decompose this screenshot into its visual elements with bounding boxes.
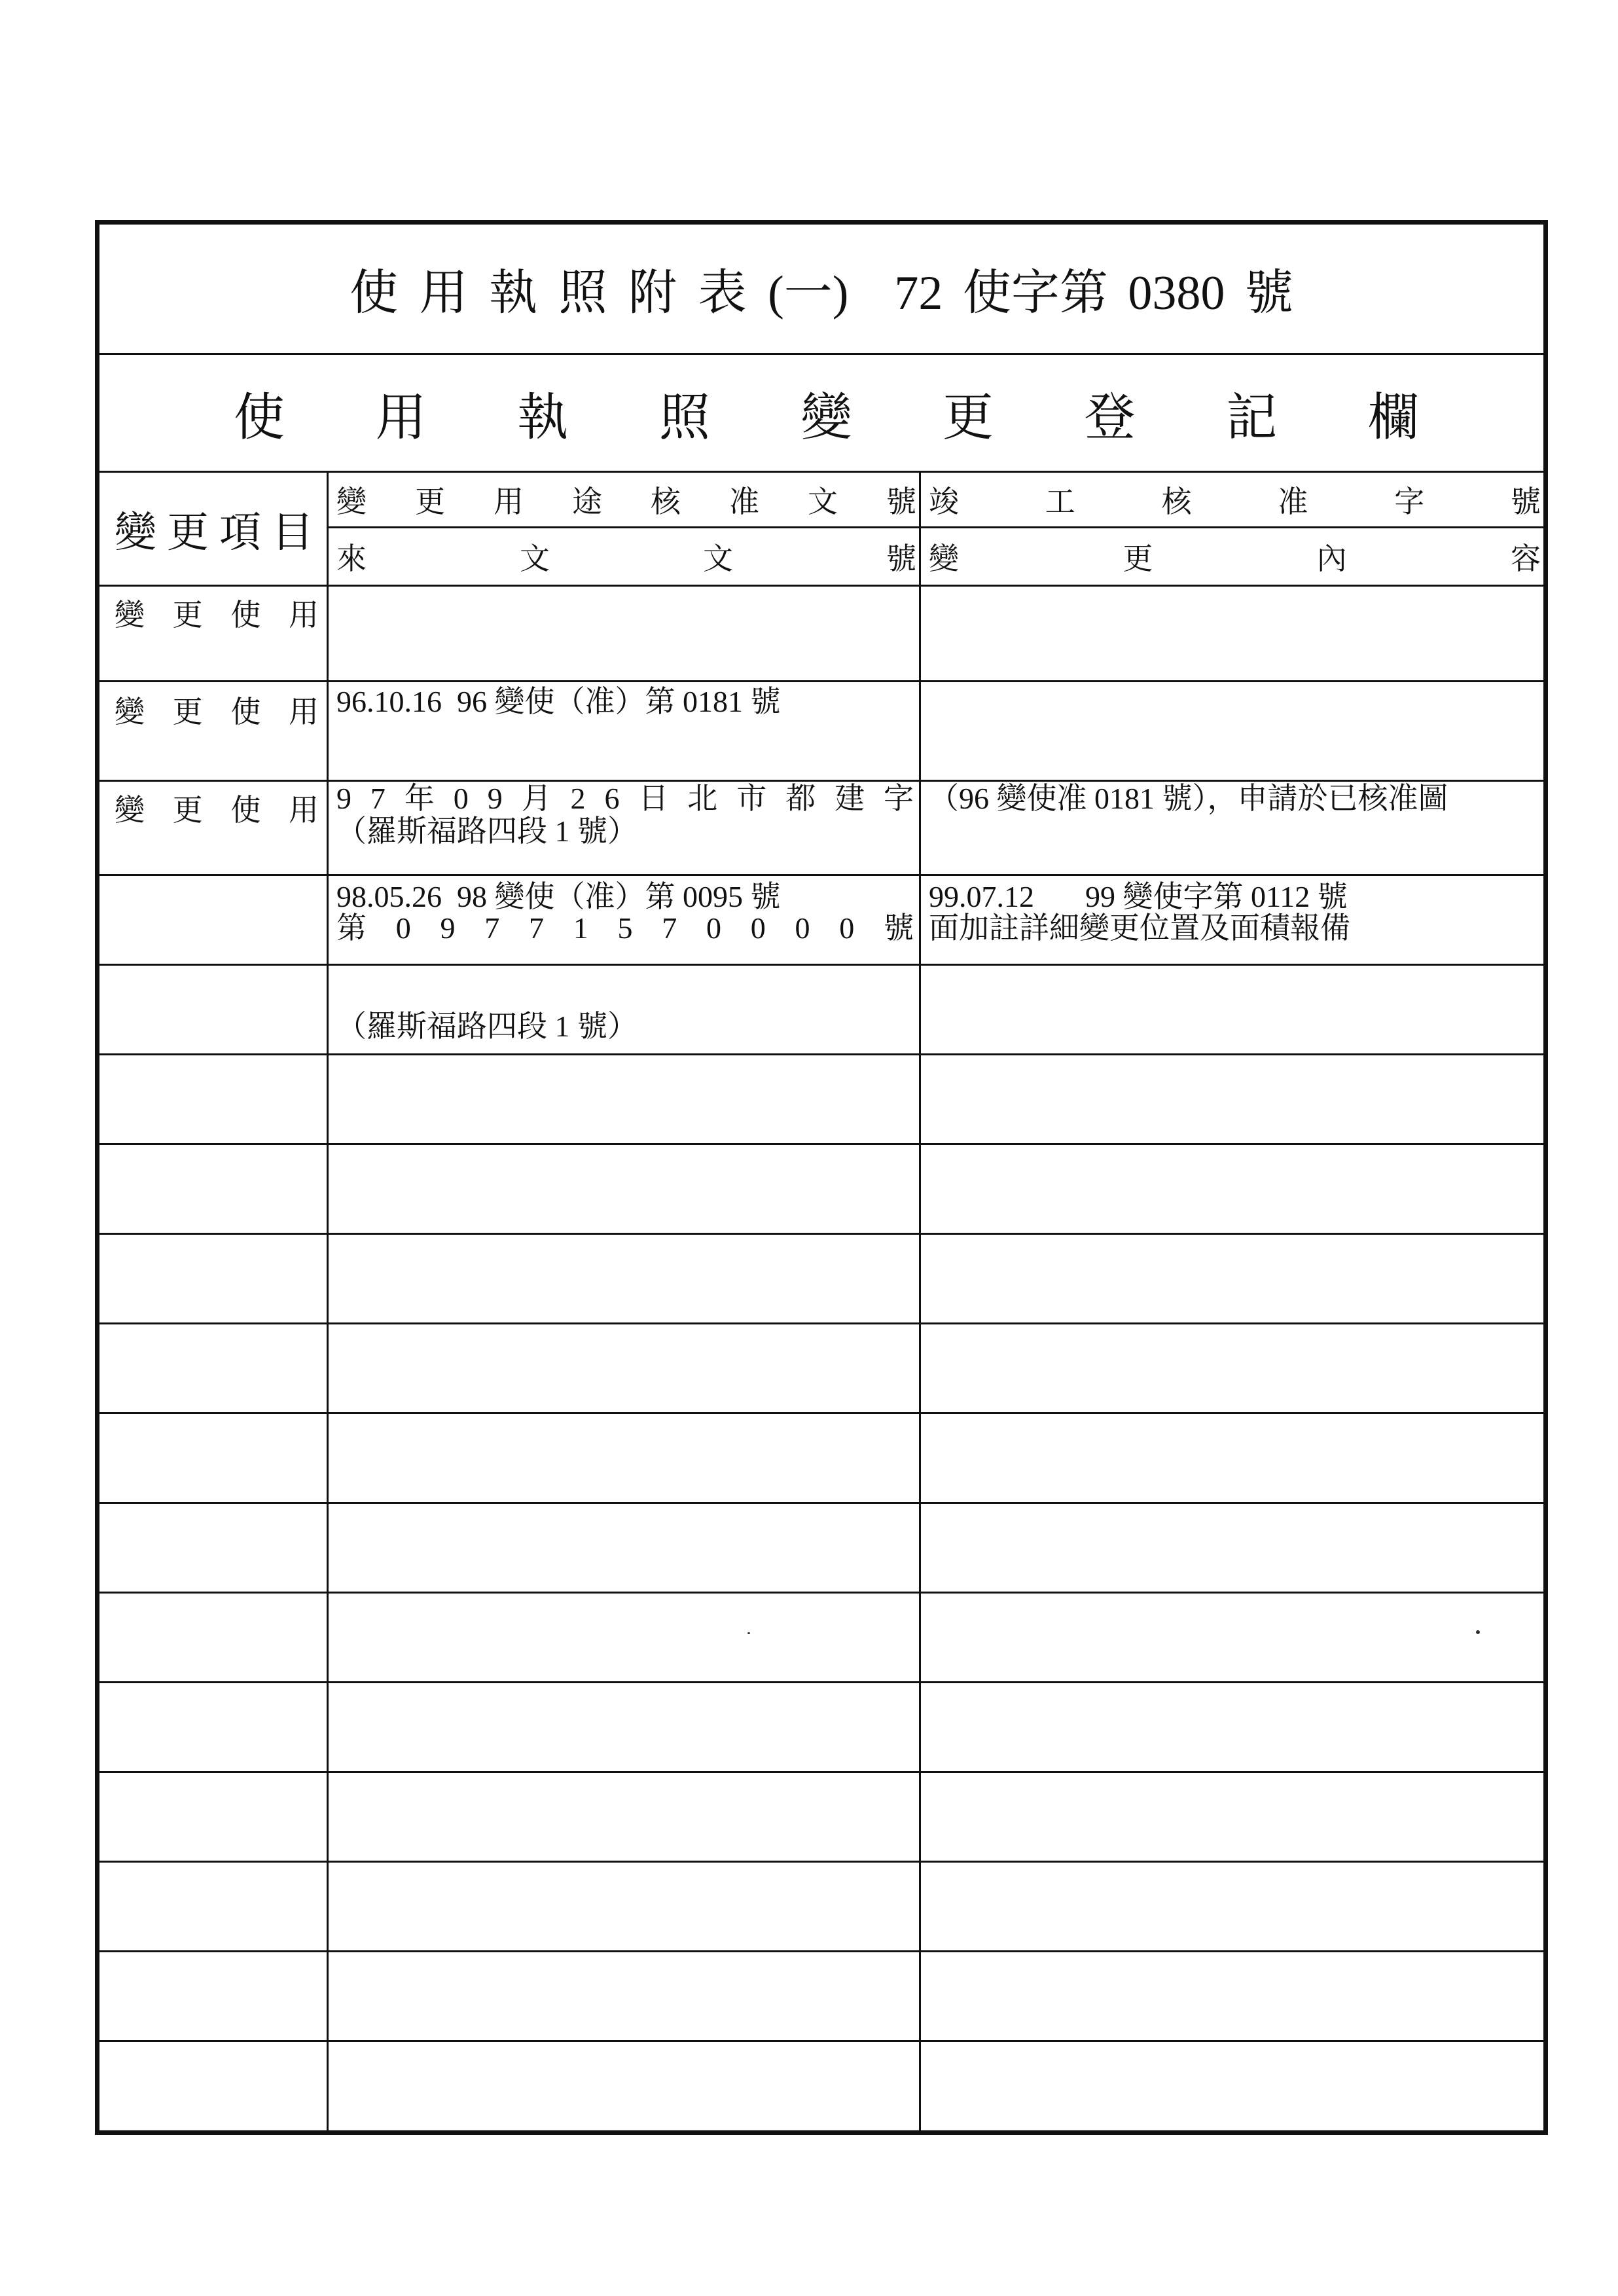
glyph: 0 — [706, 911, 721, 945]
glyph: 照 — [658, 388, 710, 446]
empty-row — [99, 2042, 1543, 2130]
glyph: 變 — [929, 542, 959, 575]
glyph: 6 — [604, 782, 620, 815]
empty-cell — [329, 1683, 921, 1771]
glyph: 內 — [1316, 542, 1347, 575]
empty-cell — [921, 2042, 1543, 2130]
empty-cell — [329, 1324, 921, 1412]
change-item-header — [115, 499, 314, 559]
empty-row — [99, 1863, 1543, 1952]
empty-cell — [921, 1952, 1543, 2040]
glyph: 來 — [336, 542, 367, 575]
glyph: 變 — [115, 509, 156, 556]
glyph: 變 — [336, 485, 367, 519]
doc-line: 96.10.16 96 變使（准）第 0181 號 — [336, 685, 781, 718]
glyph: 日 — [638, 782, 669, 815]
glyph: 變 — [115, 695, 145, 729]
glyph: 工 — [1045, 485, 1075, 519]
empty-row — [99, 1773, 1543, 1863]
empty-cell — [921, 1145, 1543, 1233]
empty-cell — [99, 1235, 329, 1322]
empty-cell — [99, 1324, 329, 1412]
approval-doc-number-header-cell — [329, 473, 921, 528]
doc-line: 98.05.26 98 變使（准）第 0095 號 — [336, 880, 781, 913]
empty-cell — [921, 1055, 1543, 1143]
item-text — [115, 789, 319, 832]
completion-number: 99 變使字第 0112 號 — [1085, 880, 1348, 913]
glyph: 變 — [115, 793, 145, 827]
glyph: 准 — [729, 485, 759, 519]
approval-doc-number-header — [336, 478, 916, 521]
glyph: 容 — [1510, 542, 1541, 575]
glyph: 0 — [795, 911, 810, 945]
empty-row — [99, 1145, 1543, 1235]
empty-cell — [921, 1594, 1543, 1681]
incoming-doc-number-header-cell — [329, 528, 921, 585]
glyph: 0 — [453, 782, 469, 815]
document-title: 使 用 執 照 附 表 (一) — [350, 266, 849, 320]
glyph: 9 — [336, 782, 351, 815]
empty-cell — [921, 1773, 1543, 1861]
empty-cell — [99, 1863, 329, 1950]
incoming-doc-number-header — [336, 535, 916, 578]
glyph: 0 — [839, 911, 855, 945]
glyph: 用 — [494, 485, 524, 519]
item-text — [115, 594, 319, 637]
title-row — [99, 225, 1543, 355]
change-content-header — [929, 535, 1541, 578]
empty-row — [99, 876, 1543, 966]
glyph: 用 — [288, 695, 319, 729]
empty-row — [99, 1594, 1543, 1683]
glyph: 竣 — [929, 485, 959, 519]
empty-cell — [921, 966, 1543, 1053]
empty-cell — [329, 1504, 921, 1592]
empty-cell — [921, 1863, 1543, 1950]
empty-cell — [921, 1324, 1543, 1412]
empty-cell — [329, 1952, 921, 2040]
glyph: 號 — [886, 485, 916, 519]
glyph: 變 — [800, 388, 852, 446]
item-text — [115, 691, 319, 734]
empty-cell — [99, 1683, 329, 1771]
empty-cell — [99, 1414, 329, 1502]
empty-cell — [99, 2042, 329, 2130]
empty-row — [99, 1324, 1543, 1414]
glyph: 號 — [1510, 485, 1541, 519]
doc-line: （羅斯福路四段 1 號） — [336, 1010, 638, 1043]
empty-cell — [329, 1145, 921, 1233]
empty-cell — [99, 1145, 329, 1233]
glyph: 變 — [115, 598, 145, 632]
header-row — [99, 473, 1543, 587]
glyph: 北 — [687, 782, 718, 815]
empty-cell — [99, 876, 329, 964]
glyph: 更 — [167, 509, 209, 556]
glyph: 更 — [172, 695, 203, 729]
glyph: 准 — [1278, 485, 1308, 519]
glyph: 欄 — [1367, 388, 1419, 446]
empty-row — [99, 1683, 1543, 1773]
empty-cell — [921, 876, 1543, 964]
glyph: 7 — [484, 911, 500, 945]
change-registration-table — [95, 220, 1548, 2135]
section-title — [234, 376, 1419, 450]
scan-speck — [747, 1632, 750, 1634]
empty-cell — [99, 1594, 329, 1681]
glyph: 更 — [172, 598, 203, 632]
content-line: （96 變使准 0181 號），申請於已核准圖 — [929, 782, 1448, 815]
glyph: 執 — [517, 388, 569, 446]
empty-cell — [329, 1235, 921, 1322]
change-item-header-cell — [99, 473, 329, 585]
permit-number: 72 使字第 0380 號 — [894, 266, 1293, 320]
glyph: 文 — [520, 542, 550, 575]
glyph: 市 — [736, 782, 767, 815]
empty-row — [99, 966, 1543, 1055]
glyph: 0 — [395, 911, 411, 945]
empty-cell — [99, 966, 329, 1053]
empty-cell — [329, 2042, 921, 2130]
glyph: 更 — [943, 388, 994, 446]
empty-cell — [99, 1773, 329, 1861]
empty-row — [99, 1235, 1543, 1324]
empty-cell — [921, 1235, 1543, 1322]
glyph: 7 — [662, 911, 677, 945]
glyph: 使 — [234, 388, 285, 446]
glyph: 使 — [230, 598, 261, 632]
section-title-row — [99, 355, 1543, 473]
empty-cell — [329, 1414, 921, 1502]
glyph: 更 — [172, 793, 203, 827]
glyph: 5 — [617, 911, 633, 945]
glyph: 文 — [703, 542, 733, 575]
glyph: 2 — [570, 782, 586, 815]
glyph: 核 — [651, 485, 681, 519]
glyph: 登 — [1084, 388, 1136, 446]
glyph: 使 — [230, 793, 261, 827]
completion-approval-number-header — [929, 478, 1541, 521]
empty-cell — [329, 966, 921, 1053]
glyph: 號 — [886, 542, 916, 575]
doc-line: （羅斯福路四段 1 號） — [336, 814, 638, 848]
empty-row — [99, 1504, 1543, 1594]
empty-cell — [329, 1773, 921, 1861]
empty-cell — [99, 1952, 329, 2040]
empty-cell — [921, 1414, 1543, 1502]
glyph: 建 — [835, 782, 865, 815]
empty-row — [99, 1055, 1543, 1145]
empty-cell — [921, 1504, 1543, 1592]
glyph: 用 — [288, 793, 319, 827]
completion-approval-number-header-cell — [921, 473, 1543, 528]
glyph: 1 — [573, 911, 588, 945]
glyph: 7 — [529, 911, 544, 945]
glyph: 字 — [883, 782, 914, 815]
scan-speck — [1476, 1630, 1480, 1634]
glyph: 核 — [1161, 485, 1192, 519]
empty-cell — [329, 1863, 921, 1950]
completion-date: 99.07.12 — [929, 880, 1034, 913]
glyph: 使 — [230, 695, 261, 729]
glyph: 目 — [272, 509, 314, 556]
glyph: 用 — [375, 388, 427, 446]
glyph: 字 — [1394, 485, 1425, 519]
empty-cell — [329, 1055, 921, 1143]
glyph: 0 — [750, 911, 766, 945]
glyph: 項 — [219, 509, 261, 556]
glyph: 月 — [521, 782, 552, 815]
glyph: 都 — [785, 782, 816, 815]
glyph: 9 — [440, 911, 456, 945]
empty-cell — [99, 1504, 329, 1592]
empty-row — [99, 1414, 1543, 1504]
glyph: 更 — [1123, 542, 1153, 575]
glyph: 文 — [808, 485, 838, 519]
empty-cell — [921, 1683, 1543, 1771]
glyph: 記 — [1226, 388, 1278, 446]
content-line: 面加註詳細變更位置及面積報備 — [929, 911, 1350, 945]
glyph: 號 — [884, 911, 914, 945]
empty-row — [99, 1952, 1543, 2042]
glyph: 第 — [336, 911, 367, 945]
glyph: 途 — [572, 485, 602, 519]
glyph: 9 — [487, 782, 503, 815]
empty-cell — [329, 1594, 921, 1681]
glyph: 年 — [404, 782, 435, 815]
glyph: 用 — [288, 598, 319, 632]
glyph: 7 — [370, 782, 386, 815]
empty-cell — [329, 876, 921, 964]
glyph: 更 — [415, 485, 445, 519]
empty-cell — [99, 1055, 329, 1143]
change-content-header-cell — [921, 528, 1543, 585]
